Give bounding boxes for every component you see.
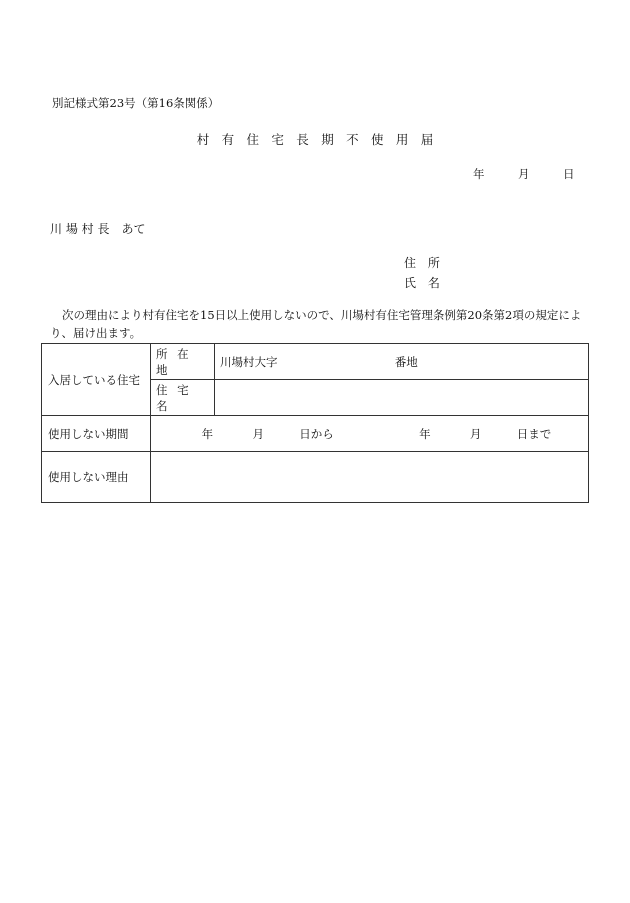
- title-char: 不: [346, 132, 359, 147]
- applicant-name-label: 氏 名: [404, 276, 444, 290]
- title-char: 届: [420, 132, 434, 147]
- date-year-label: 年: [473, 167, 485, 181]
- residence-label: 入居している住宅: [42, 344, 151, 416]
- location-value: 川場村大字: [220, 354, 278, 369]
- title-char: 住: [246, 132, 260, 147]
- title-char: 用: [395, 132, 409, 147]
- date-day-label: 日: [563, 167, 575, 181]
- form-table: [41, 343, 589, 503]
- title-char: 期: [321, 132, 334, 147]
- table-row: [42, 416, 589, 452]
- form-number: 別記様式第23号（第16条関係）: [52, 96, 220, 110]
- from-month: 月: [252, 426, 264, 441]
- period-field[interactable]: [151, 416, 589, 452]
- to-year: 年: [419, 426, 431, 441]
- reason-label: 使用しない理由: [42, 452, 151, 503]
- to-month: 月: [469, 426, 482, 441]
- title-char: 村: [196, 132, 210, 147]
- to-day: 日まで: [516, 426, 552, 441]
- from-day: 日から: [299, 426, 334, 441]
- addressee: 川 場 村 長 あて: [50, 222, 146, 236]
- title-char: 宅: [271, 132, 284, 147]
- document-title: [0, 130, 630, 148]
- table-row: [42, 344, 589, 380]
- applicant-address-label: 住 所: [404, 256, 444, 270]
- house-name-field[interactable]: [215, 380, 589, 416]
- house-name-label: 住 宅 名: [151, 380, 215, 416]
- title-char: 有: [221, 132, 235, 147]
- table-row: [42, 452, 589, 503]
- period-label: 使用しない期間: [42, 416, 151, 452]
- location-field[interactable]: [215, 344, 589, 380]
- title-char: 使: [370, 132, 384, 147]
- reason-field[interactable]: [151, 452, 589, 503]
- location-label: 所 在 地: [151, 344, 215, 380]
- date-month-label: 月: [518, 167, 530, 181]
- from-year: 年: [201, 426, 214, 441]
- title-char: 長: [296, 132, 309, 147]
- location-suffix: 番地: [394, 354, 418, 369]
- body-text: 次の理由により村有住宅を15日以上使用しないので、川場村有住宅管理条例第20条第2項の規定により、届け出ます。: [50, 308, 582, 340]
